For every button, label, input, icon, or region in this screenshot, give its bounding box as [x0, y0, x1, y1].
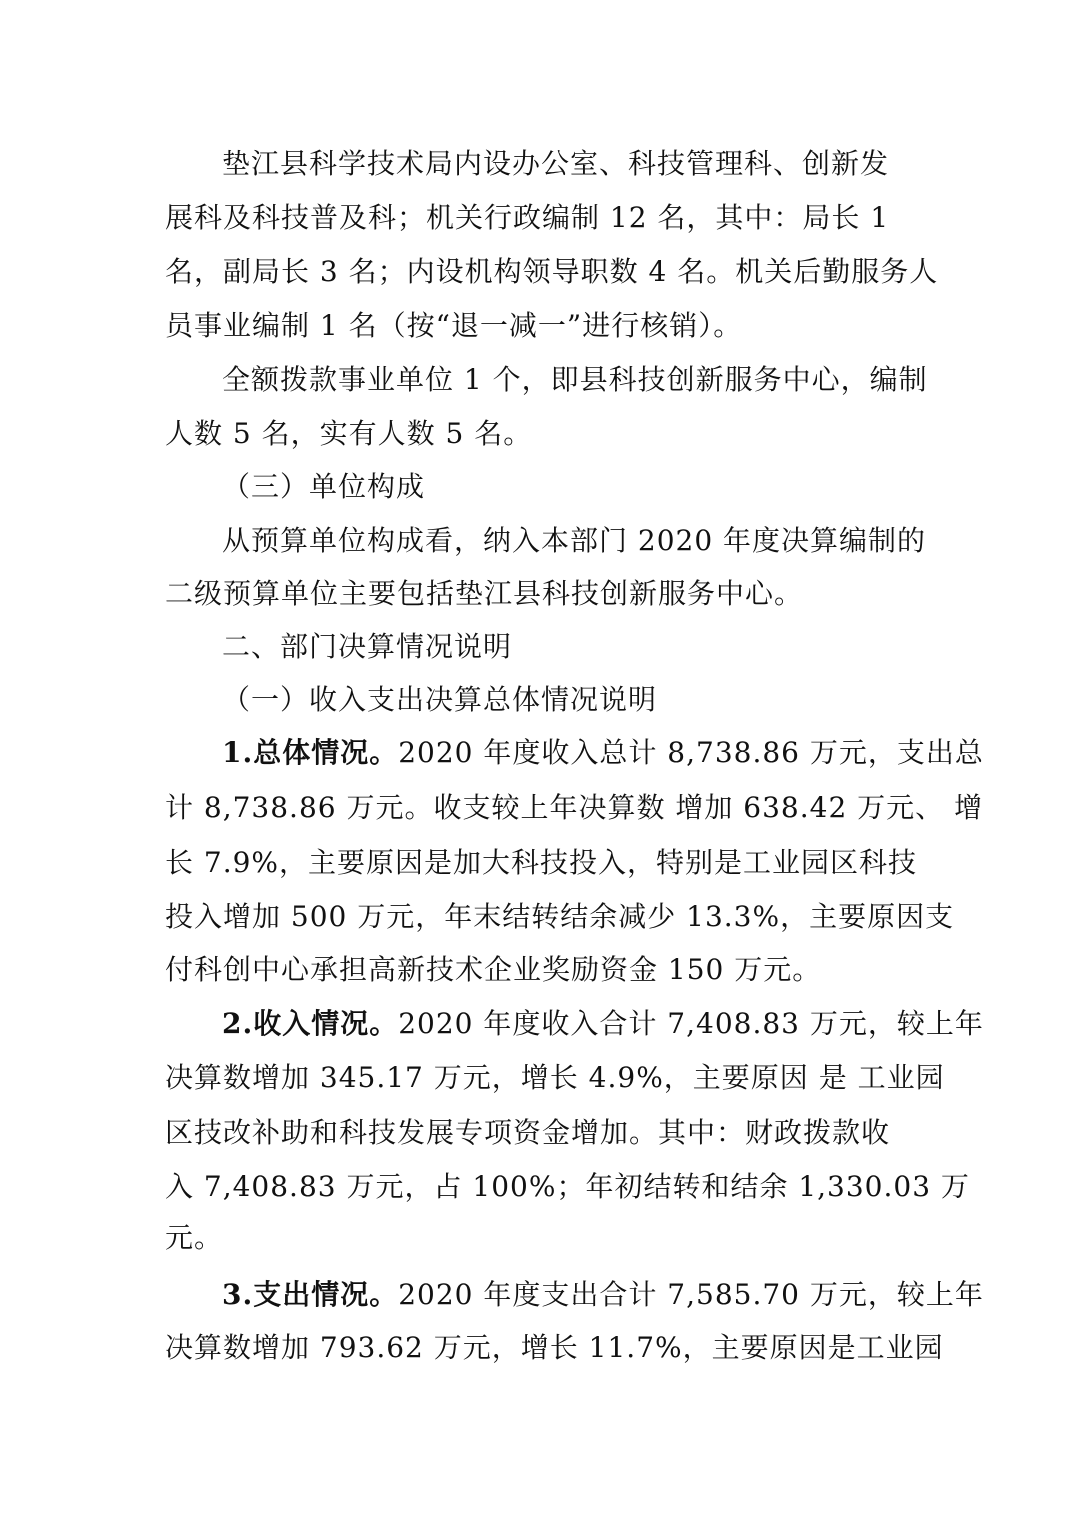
paragraph-text: 2020 年度收入合计 7,408.83 万元，较上年 — [398, 1007, 984, 1040]
text-line: 元。 — [165, 1221, 224, 1254]
text-line: 投入增加 500 万元，年末结转结余减少 13.3%，主要原因支 — [165, 900, 955, 933]
paragraph-head-overall — [222, 733, 984, 773]
text-line: 长 7.9%，主要原因是加大科技投入，特别是工业园区科技 — [165, 846, 918, 879]
text-line: 员事业编制 1 名（按“退一减一”进行核销）。 — [165, 309, 743, 342]
paragraph-title: 1.总体情况。 — [222, 736, 399, 769]
text-line: 人数 5 名，实有人数 5 名。 — [165, 417, 533, 450]
text-line: 从预算单位构成看，纳入本部门 2020 年度决算编制的 — [222, 524, 927, 557]
paragraph-head-expenditure — [222, 1275, 984, 1315]
paragraph-text: 2020 年度收入总计 8,738.86 万元，支出总 — [398, 736, 984, 769]
section-heading: （一）收入支出决算总体情况说明 — [222, 683, 658, 716]
section-heading: （三）单位构成 — [222, 470, 426, 503]
text-line: 区技改补助和科技发展专项资金增加。其中：财政拨款收 — [165, 1116, 891, 1149]
paragraph-text: 2020 年度支出合计 7,585.70 万元，较上年 — [398, 1278, 984, 1311]
text-line: 展科及科技普及科；机关行政编制 12 名，其中：局长 1 — [165, 201, 890, 234]
text-line: 全额拨款事业单位 1 个，即县科技创新服务中心，编制 — [222, 363, 928, 396]
text-line: 名，副局长 3 名；内设机构领导职数 4 名。机关后勤服务人 — [165, 255, 939, 288]
text-line: 垫江县科学技术局内设办公室、科技管理科、创新发 — [222, 147, 890, 180]
text-line: 入 7,408.83 万元，占 100%；年初结转和结余 1,330.03 万 — [165, 1170, 970, 1203]
text-line: 决算数增加 345.17 万元，增长 4.9%，主要原因 是 工业园 — [165, 1061, 945, 1094]
paragraph-title: 2.收入情况。 — [222, 1007, 399, 1040]
paragraph-head-income — [222, 1004, 984, 1044]
text-line: 决算数增加 793.62 万元，增长 11.7%，主要原因是工业园 — [165, 1331, 944, 1364]
text-line: 二级预算单位主要包括垫江县科技创新服务中心。 — [165, 577, 804, 610]
text-line: 计 8,738.86 万元。收支较上年决算数 增加 638.42 万元、 增 — [165, 791, 984, 824]
text-line: 付科创中心承担高新技术企业奖励资金 150 万元。 — [165, 953, 822, 986]
section-heading: 二、部门决算情况说明 — [222, 630, 513, 663]
paragraph-title: 3.支出情况。 — [222, 1278, 399, 1311]
